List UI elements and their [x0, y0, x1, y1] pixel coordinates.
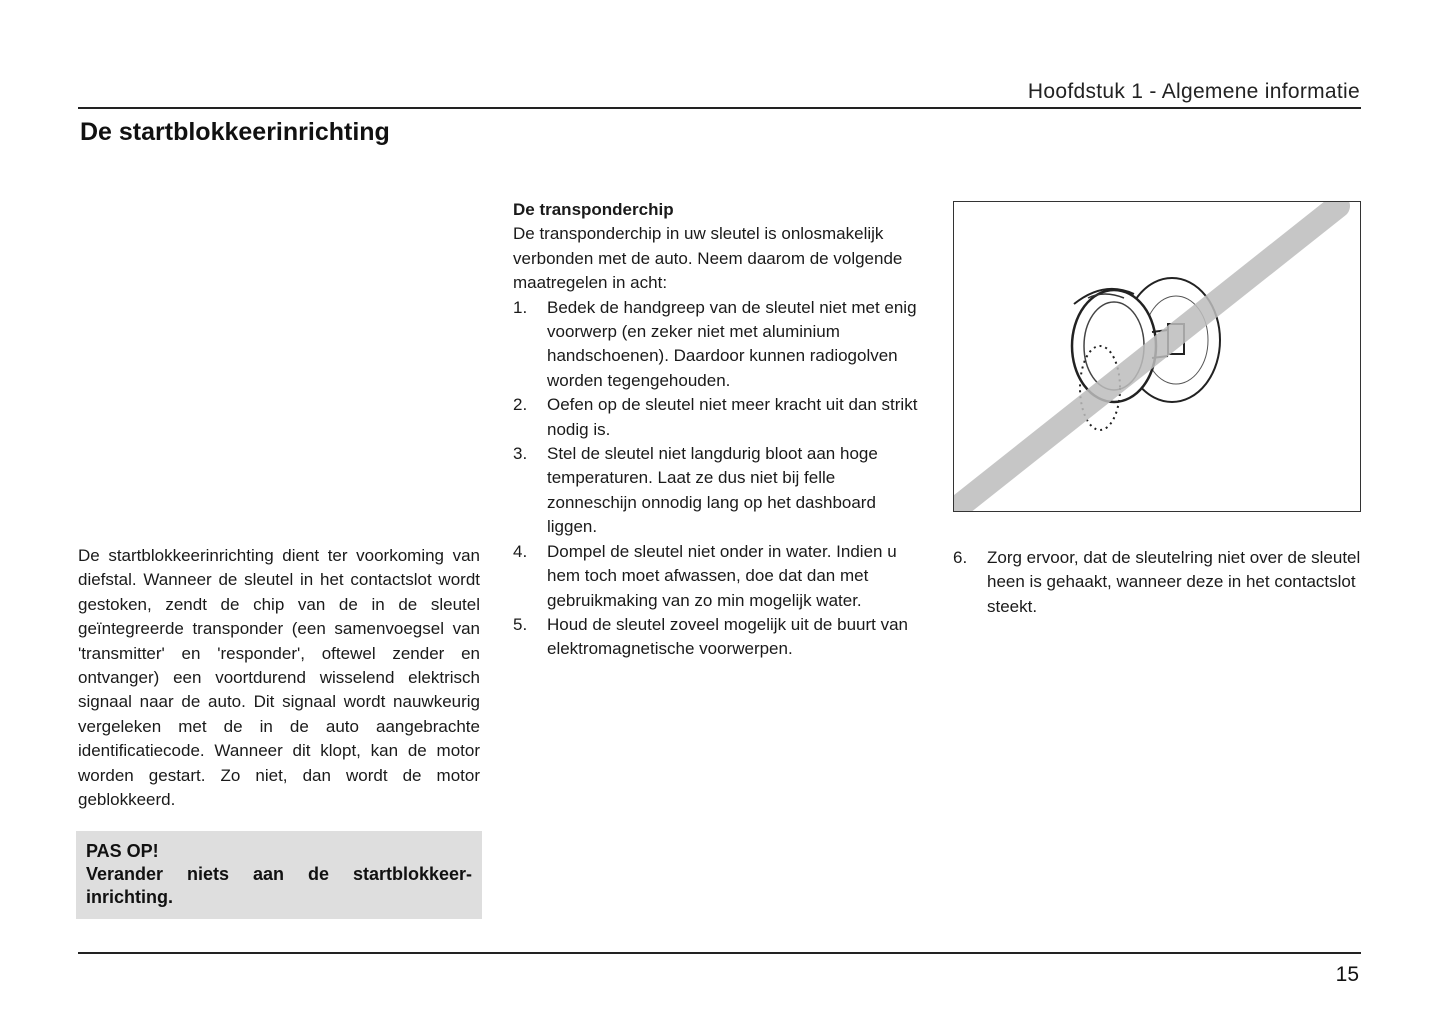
list-item-text: Zorg ervoor, dat de sleutelring niet over de sleutel heen is gehaakt, wanneer deze in het contactslot steekt. [987, 548, 1361, 616]
header-rule [78, 107, 1361, 109]
list-item [953, 546, 1361, 619]
list-item [513, 296, 919, 394]
list-item-text: Bedek de handgreep van de sleutel niet met enig voorwerp (en zeker niet met aluminium handschoenen). Daardoor kunnen radiogolven worden tegengehouden. [547, 297, 917, 390]
list-item-number: 1. [513, 297, 528, 317]
list-item-number: 5. [513, 614, 528, 634]
chapter-header: Hoofdstuk 1 - Algemene informatie [1027, 80, 1360, 103]
list-item [513, 540, 919, 613]
list-item [513, 613, 919, 662]
key-illustration [953, 201, 1361, 512]
list-item [513, 393, 919, 442]
list-item-text: Houd de sleutel zoveel mogelijk uit de buurt van elektromagnetische voorwerpen. [547, 614, 908, 659]
warning-title: PAS OP! [86, 841, 159, 861]
warning-box [76, 831, 482, 919]
transponder-subtitle: De transponderchip [513, 200, 674, 219]
page-number: 15 [1335, 963, 1359, 986]
list-item-text: Oefen op de sleutel niet meer kracht uit dan strikt nodig is. [547, 395, 918, 439]
list-item-number: 4. [513, 541, 528, 561]
intro-paragraph: De startblokkeerinrichting dient ter voorkoming van diefstal. Wanneer de sleutel in het contactslot wordt gestoken, zendt de chip van de in de sleutel geïntegreerde transponder (een samenvoegsel van 'transmitter' en 'responder', oftewel zender en ontvanger) een voortdurend wisselend elektrisch signaal naar de auto. Dit signaal wordt nauwkeurig vergeleken met de in de auto aangebrachte identificatiecode. Wanneer dit klopt, kan de motor worden gestart. Zo niet, dan wordt de motor geblokkeerd. [78, 546, 480, 810]
list-item-number: 2. [513, 395, 528, 415]
column-keyring [953, 546, 1361, 619]
column-transponder [513, 198, 919, 662]
list-item-text: Stel de sleutel niet langdurig bloot aan hoge temperaturen. Laat ze dus niet bij felle zonneschijn onnodig lang op het dashboard liggen. [547, 444, 878, 537]
keyring-list [953, 546, 1361, 619]
footer-rule [78, 952, 1361, 954]
warning-text: Verander niets aan de startblokkeer-inrichting. [86, 864, 472, 907]
list-item-number: 6. [953, 548, 968, 567]
list-item-number: 3. [513, 444, 528, 464]
section-title: De startblokkeerinrichting [80, 118, 390, 146]
list-item [513, 442, 919, 540]
transponder-intro: De transponderchip in uw sleutel is onlosmakelijk verbonden met de auto. Neem daarom de volgende maatregelen in acht: [513, 224, 903, 293]
key-in-ignition-crossed-icon [954, 202, 1360, 511]
list-item-text: Dompel de sleutel niet onder in water. Indien u hem toch moet afwassen, doe dat dan met gebruikmaking van zo min mogelijk water. [547, 541, 897, 610]
precaution-list [513, 296, 919, 662]
column-intro [78, 544, 480, 812]
